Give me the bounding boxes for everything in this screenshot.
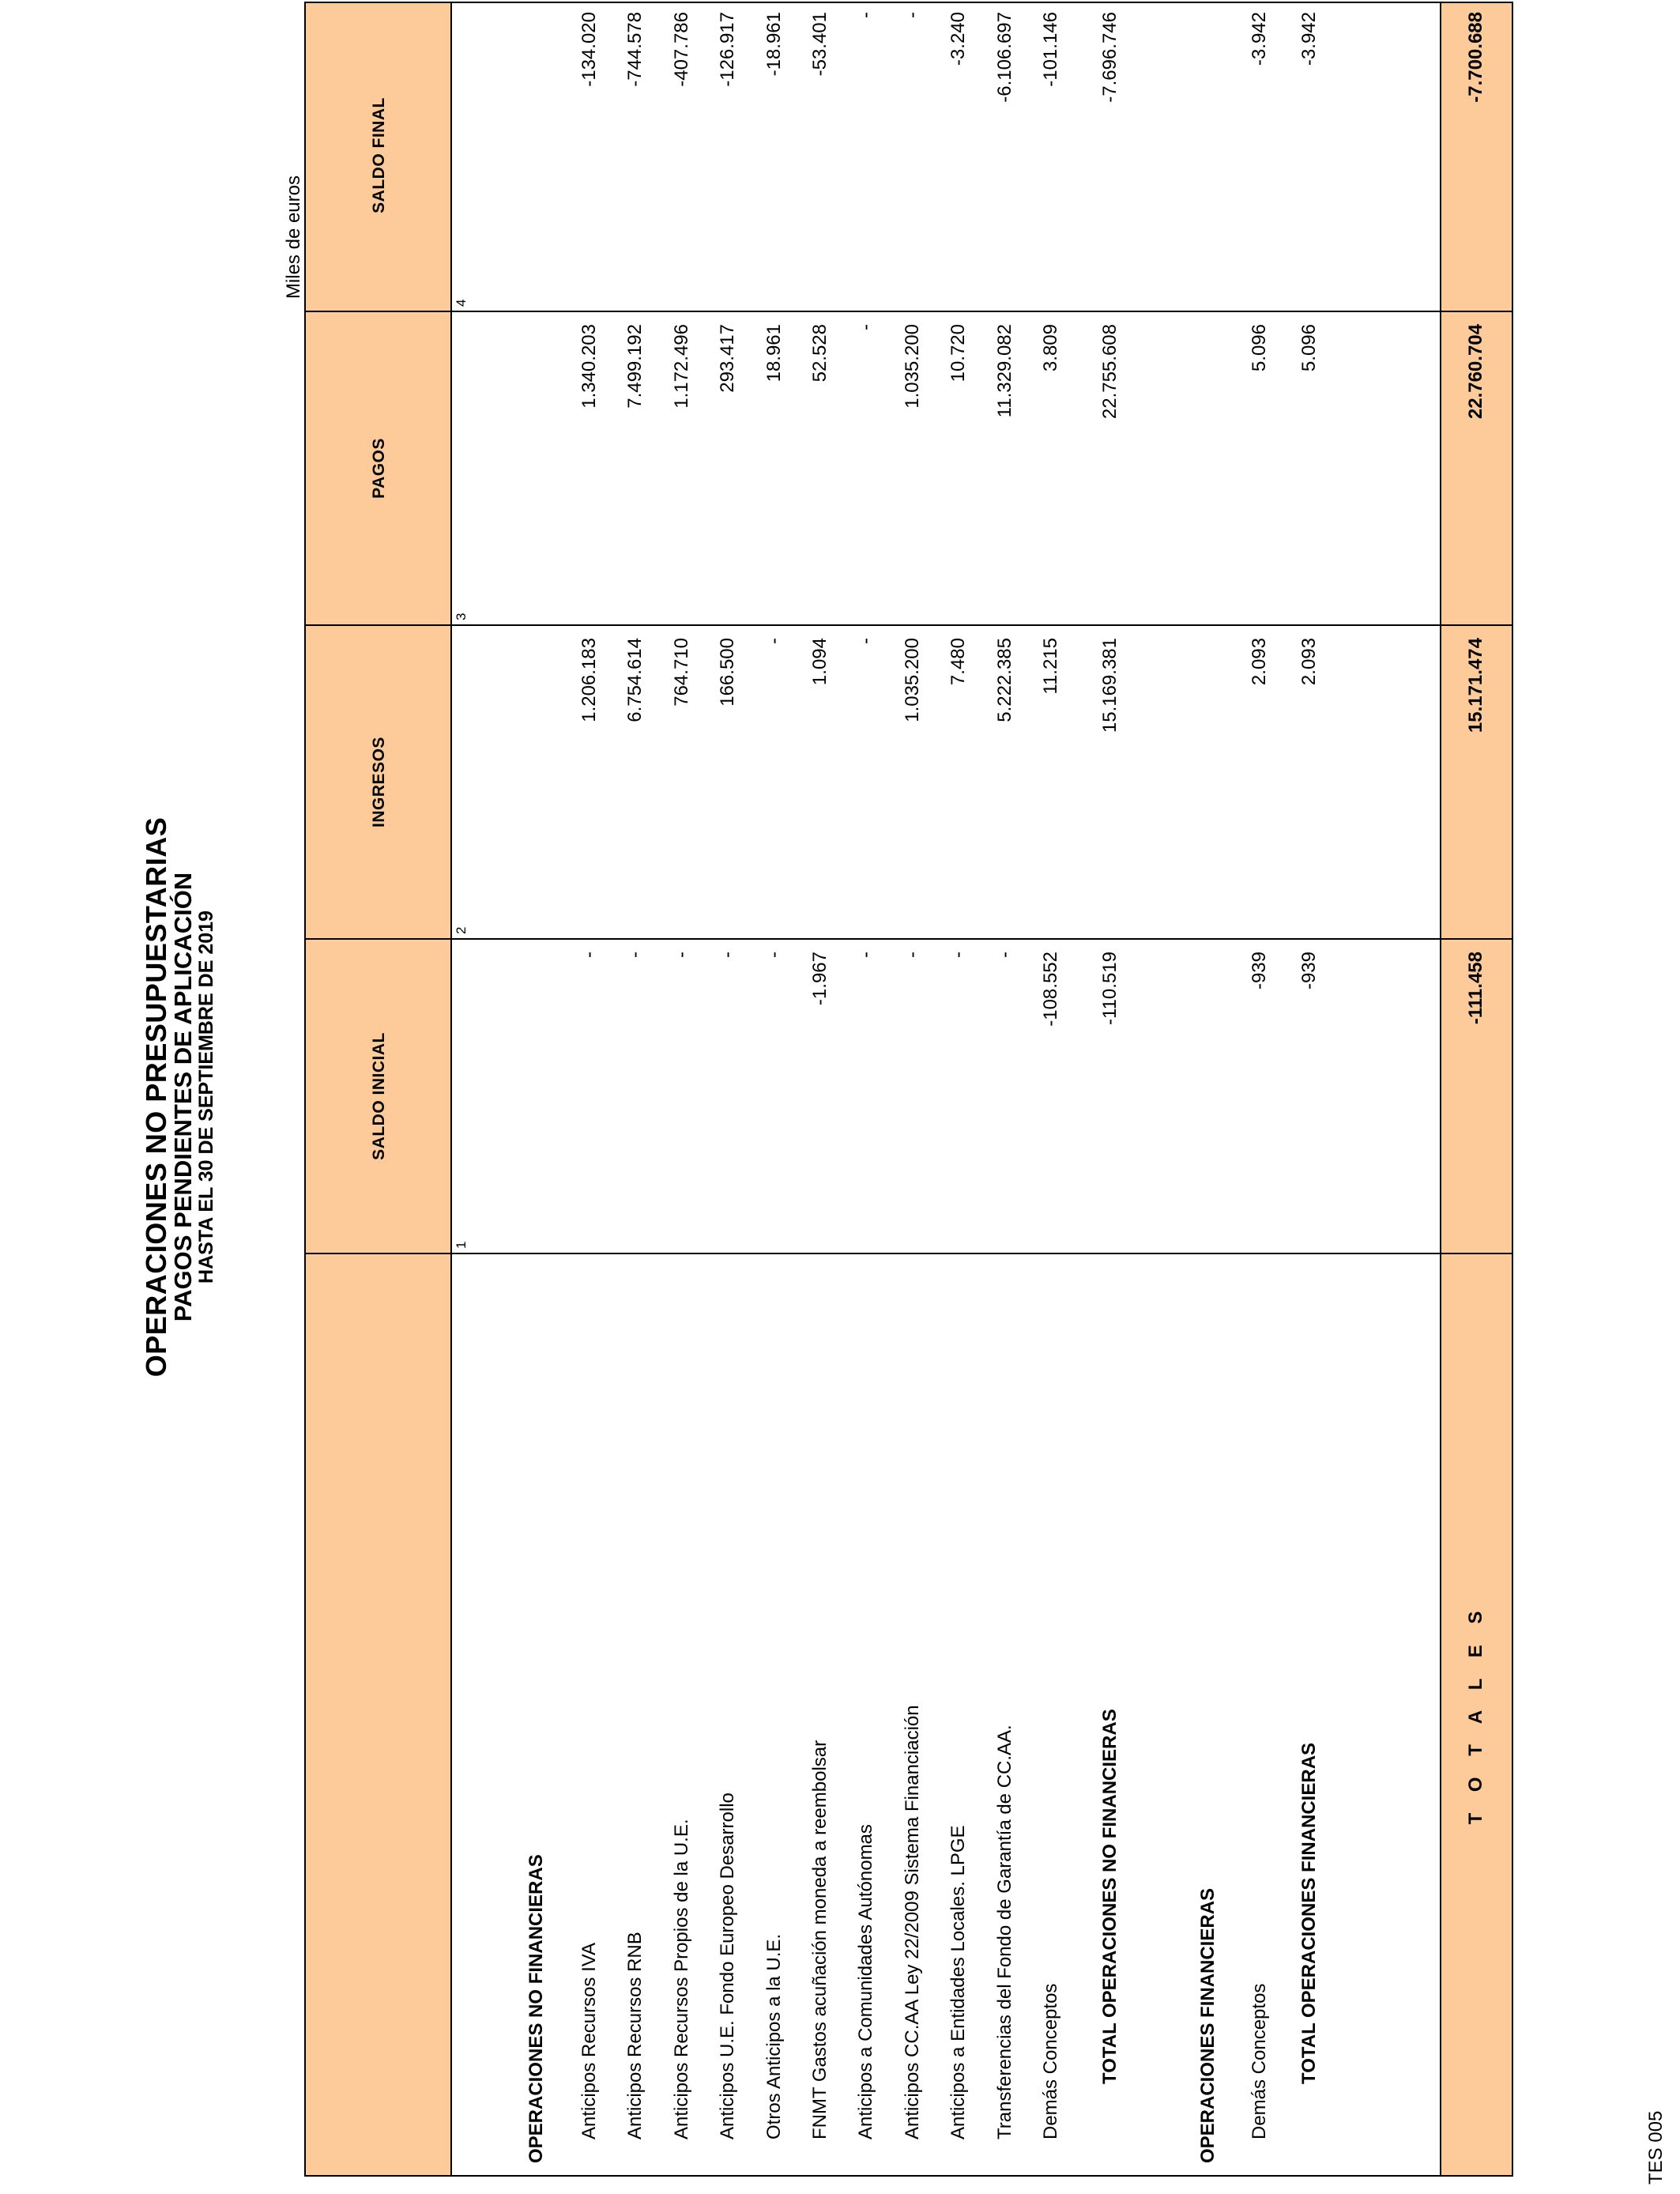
row-value: 5.096: [1249, 324, 1270, 372]
row-value: -3.240: [947, 12, 969, 66]
row-value: -: [855, 12, 876, 18]
row-value: -407.786: [671, 12, 692, 87]
row-value: 1.035.200: [902, 324, 923, 409]
data-table: [304, 2, 1513, 2177]
row-value: 293.417: [717, 324, 738, 393]
row-value: -: [855, 952, 876, 958]
row-label: Demás Conceptos: [1249, 1983, 1270, 2139]
row-value: 764.710: [671, 638, 692, 707]
column-header-saldo-inicial: SALDO INICIAL: [369, 1032, 388, 1160]
row-label: Demás Conceptos: [1040, 1983, 1061, 2139]
row-value: 2.093: [1249, 638, 1270, 686]
row-value: -: [855, 324, 876, 330]
grand-total-value: 22.760.704: [1464, 324, 1486, 420]
grand-total-value: -7.700.688: [1464, 12, 1486, 103]
row-value: 1.094: [809, 638, 831, 686]
row-value: 10.720: [947, 324, 969, 383]
row-label: Otros Anticipos a la U.E.: [763, 1933, 785, 2139]
row-value: -1.967: [809, 952, 831, 1006]
column-header-saldo-final: SALDO FINAL: [369, 97, 388, 213]
row-label: Anticipos a Comunidades Autónomas: [855, 1824, 876, 2139]
row-value: -126.917: [717, 12, 738, 87]
section-total-value: 15.169.381: [1099, 638, 1121, 733]
section-total-value: -939: [1298, 952, 1320, 990]
row-label: Anticipos U.E. Fondo Europeo Desarrollo: [717, 1793, 738, 2139]
row-value: -6.106.697: [994, 12, 1015, 103]
row-value: -: [902, 952, 923, 958]
row-value: 11.215: [1040, 638, 1061, 695]
column-number: 4: [454, 299, 469, 307]
row-label: Anticipos Recursos Propios de la U.E.: [671, 1819, 692, 2139]
grand-total-value: 15.171.474: [1464, 638, 1486, 733]
section-title: OPERACIONES NO FINANCIERAS: [525, 1854, 547, 2163]
row-label: Anticipos a Entidades Locales. LPGE: [947, 1825, 969, 2139]
row-value: 166.500: [717, 638, 738, 707]
row-value: 11.329.082: [994, 324, 1015, 418]
row-label: Transferencias del Fondo de Garantía de CC.AA.: [994, 1725, 1015, 2139]
row-label: Anticipos Recursos RNB: [624, 1932, 646, 2139]
row-value: 3.809: [1040, 324, 1061, 372]
section-total-value: 2.093: [1298, 638, 1320, 686]
row-value: -: [578, 952, 600, 958]
column-divider: [306, 311, 1512, 312]
column-number: 2: [454, 926, 469, 934]
units-label: Miles de euros: [283, 175, 304, 300]
section-total-value: -110.519: [1099, 952, 1121, 1025]
section-total-value: -7.696.746: [1099, 12, 1121, 103]
row-label: Anticipos Recursos IVA: [578, 1943, 600, 2139]
row-value: 7.480: [947, 638, 969, 686]
section-total-label: TOTAL OPERACIONES NO FINANCIERAS: [1099, 1709, 1121, 2084]
date-line: HASTA EL 30 DE SEPTIEMBRE DE 2019: [195, 910, 217, 1284]
row-value: 5.222.385: [994, 638, 1015, 722]
row-value: -3.942: [1249, 12, 1270, 66]
row-label: Anticipos CC.AA Ley 22/2009 Sistema Financiación: [902, 1705, 923, 2139]
column-header-pagos: PAGOS: [369, 438, 388, 499]
section-total-value: 5.096: [1298, 324, 1320, 372]
row-value: -18.961: [763, 12, 785, 77]
row-value: -108.552: [1040, 952, 1061, 1027]
row-value: -: [624, 952, 646, 958]
row-value: 18.961: [763, 324, 785, 383]
page-title: OPERACIONES NO PRESUPUESTARIAS: [140, 816, 172, 1378]
title-block: [142, 0, 217, 2194]
row-value: -101.146: [1040, 12, 1061, 87]
row-value: -: [855, 638, 876, 644]
row-value: -: [717, 952, 738, 958]
row-value: 6.754.614: [624, 638, 646, 722]
row-value: -939: [1249, 952, 1270, 990]
section-total-value: -3.942: [1298, 12, 1320, 66]
row-value: -53.401: [809, 12, 831, 77]
column-number: 3: [454, 613, 469, 620]
row-value: 1.340.203: [578, 324, 600, 409]
row-value: 1.206.183: [578, 638, 600, 722]
row-value: -: [763, 638, 785, 644]
row-value: -: [671, 952, 692, 958]
row-value: -744.578: [624, 12, 646, 87]
row-value: -: [763, 952, 785, 958]
column-divider: [306, 1253, 1512, 1254]
row-value: -: [994, 952, 1015, 958]
row-value: -: [902, 12, 923, 18]
section-total-label: TOTAL OPERACIONES FINANCIERAS: [1298, 1742, 1320, 2084]
column-number: 1: [454, 1241, 469, 1249]
row-value: 52.528: [809, 324, 831, 383]
row-value: 7.499.192: [624, 324, 646, 409]
column-header-ingresos: INGRESOS: [369, 737, 388, 827]
section-title: OPERACIONES FINANCIERAS: [1197, 1887, 1219, 2163]
row-value: 1.035.200: [902, 638, 923, 722]
grand-total-value: -111.458: [1464, 952, 1486, 1025]
row-value: -134.020: [578, 12, 600, 87]
column-divider: [306, 938, 1512, 940]
row-value: -: [947, 952, 969, 958]
section-total-value: 22.755.608: [1099, 324, 1121, 420]
page-subtitle: PAGOS PENDIENTES DE APLICACIÓN: [169, 872, 197, 1322]
column-divider: [306, 624, 1512, 626]
row-value: 1.172.496: [671, 324, 692, 409]
document-code: TES 005: [1645, 2110, 1667, 2185]
grand-total-label: T O T A L E S: [1464, 1603, 1486, 1825]
row-label: FNMT Gastos acuñación moneda a reembolsar: [809, 1740, 831, 2139]
